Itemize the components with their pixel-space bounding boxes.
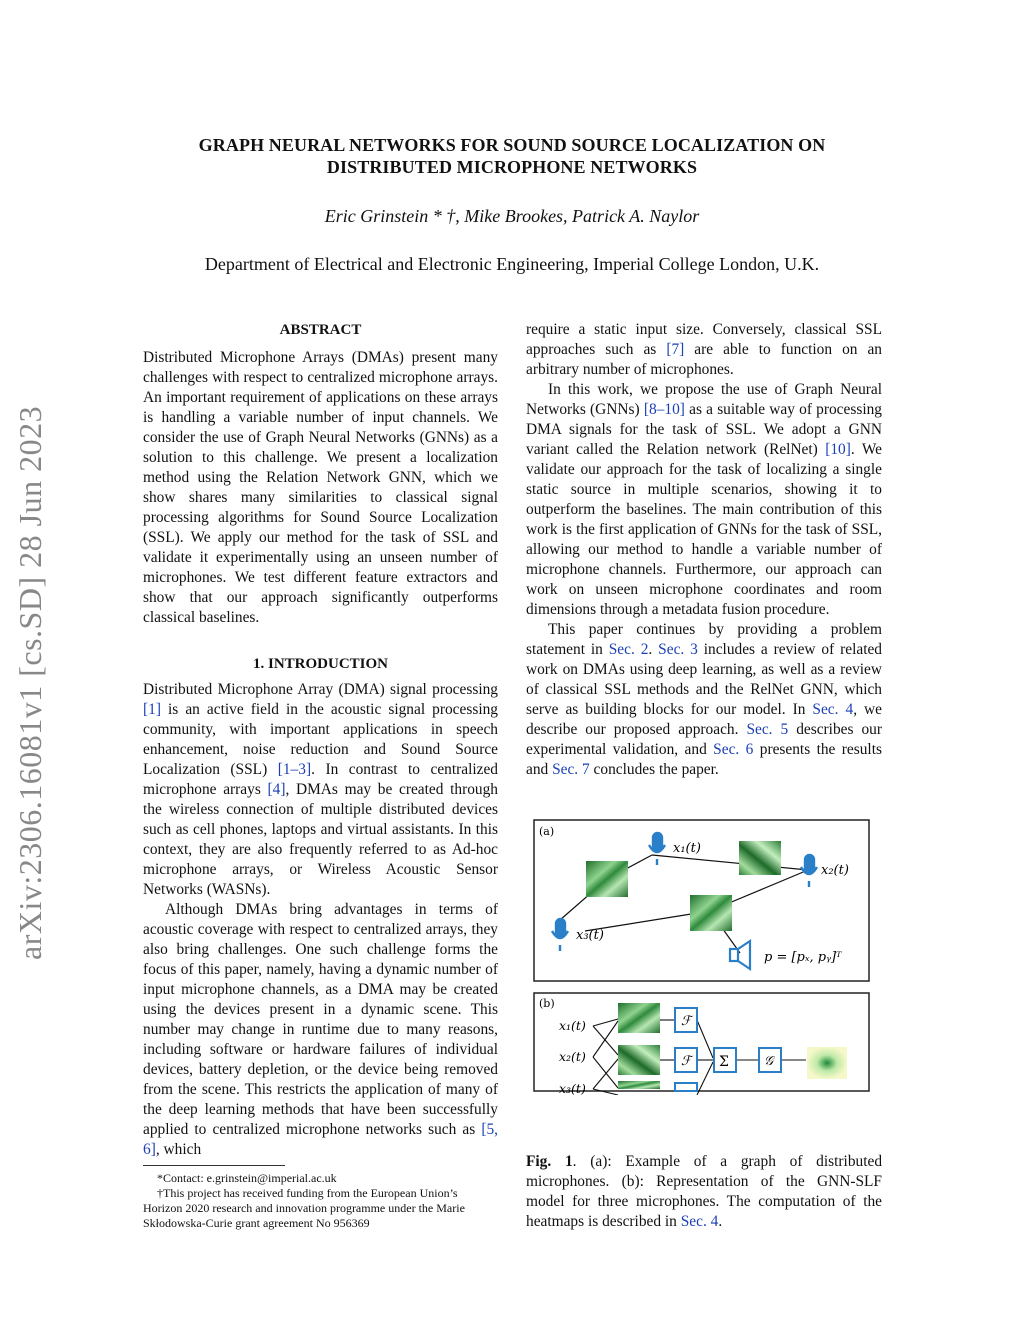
- intro-heading: 1. INTRODUCTION: [252, 656, 388, 672]
- svg-text:ℱ: ℱ: [681, 1014, 692, 1029]
- pair-heatmap: [618, 1081, 660, 1089]
- svg-text:ℱ: ℱ: [681, 1054, 692, 1069]
- left-column: [143, 320, 498, 1160]
- output-heatmap: [807, 1047, 847, 1079]
- arxiv-stamp: arXiv:2306.16081v1 [cs.SD] 28 Jun 2023: [12, 405, 48, 960]
- author-list: Eric Grinstein * †, Mike Brookes, Patrick A. Naylor: [324, 206, 700, 226]
- citation-link[interactable]: [5, 6]: [143, 1121, 498, 1158]
- paper-title: GRAPH NEURAL NETWORKS FOR SOUND SOURCE LOCALIZATION ON DISTRIBUTED MICROPHONE NETWORKS: [198, 135, 826, 177]
- citation-link[interactable]: [7]: [666, 341, 685, 358]
- footnote-funding: †This project has received funding from the European Union’s Horizon 2020 research and innovation programme under the Marie Skłodowska-Curie grant agreement No 956369: [143, 1186, 465, 1230]
- edge-heatmap: [586, 861, 628, 897]
- footnote-contact: *Contact: e.grinstein@imperial.ac.uk: [157, 1171, 337, 1185]
- svg-text:(b): (b): [539, 997, 555, 1010]
- figure-1: [530, 815, 876, 1095]
- panel-b: [534, 993, 869, 1095]
- svg-text:(a): (a): [539, 825, 555, 838]
- citation-link[interactable]: [1]: [143, 701, 161, 718]
- figure-caption: Fig. 1. (a): Example of a graph of distributed microphones. (b): Representation of the GNN-SLF model for three microphones. The computation of the heatmaps is described in Sec. 4.: [526, 1153, 883, 1230]
- section-link[interactable]: Sec. 2: [608, 641, 649, 658]
- section-link[interactable]: Sec. 4: [812, 701, 854, 718]
- svg-text:x₃(t): x₃(t): [559, 1081, 586, 1095]
- citation-link[interactable]: [8–10]: [643, 401, 685, 418]
- svg-text:x₂(t): x₂(t): [821, 863, 849, 878]
- section-link[interactable]: Sec. 7: [552, 761, 590, 778]
- pair-heatmap: [618, 1003, 660, 1033]
- svg-text:x₁(t): x₁(t): [559, 1018, 586, 1033]
- footnotes: [143, 1171, 498, 1231]
- edge-heatmap: [690, 895, 732, 931]
- svg-text:𝒢: 𝒢: [764, 1054, 774, 1069]
- affiliation: Department of Electrical and Electronic Engineering, Imperial College London, U.K.: [204, 254, 820, 274]
- right-paragraph-1: require a static input size. Conversely, classical SSL approaches such as [7] are able to function on an arbitrary number of microphones.: [526, 321, 883, 378]
- footnote-rule: [143, 1165, 285, 1166]
- panel-a: [534, 820, 869, 981]
- section-link[interactable]: Sec. 4: [680, 1213, 719, 1230]
- abstract-heading: ABSTRACT: [279, 322, 362, 338]
- svg-text:x₃(t): x₃(t): [576, 928, 604, 943]
- edge-heatmap: [739, 841, 781, 875]
- svg-text:p = [pₓ, pᵧ]ᵀ: p = [pₓ, pᵧ]ᵀ: [764, 950, 842, 965]
- citation-link[interactable]: [1–3]: [277, 761, 312, 778]
- section-link[interactable]: Sec. 6: [713, 741, 754, 758]
- right-paragraph-2: In this work, we propose the use of Graph Neural Networks (GNNs) [8–10] as a suitable way of processing DMA signals for the task of SSL. We adopt a GNN variant called the Relation network (RelNet) [10]. We validate our approach for the task of localizing a single static source in multiple scenarios, showing it to outperform the baselines. The main contribution of this work is the first application of GNNs for the task of SSL, allowing our method to handle a variable number of microphone channels. Furthermore, our approach can work on unseen microphone coordinates and room dimensions through a metadata fusion procedure.: [526, 381, 882, 618]
- right-paragraph-3: This paper continues by providing a problem statement in Sec. 2. Sec. 3 includes a review of related work on DMAs using deep learning, as well as a review of classical SSL methods and the RelNet GNN, which serve as building blocks for our model. In Sec. 4, we describe our proposed approach. Sec. 5 describes our experimental validation, and Sec. 6 presents the results and Sec. 7 concludes the paper.: [526, 621, 882, 778]
- citation-link[interactable]: [4]: [267, 781, 286, 798]
- svg-text:x₁(t): x₁(t): [673, 841, 701, 856]
- svg-text:Σ: Σ: [719, 1054, 729, 1070]
- right-column: [526, 320, 882, 780]
- citation-link[interactable]: [10]: [825, 441, 851, 458]
- intro-paragraph-1: Distributed Microphone Array (DMA) signal processing [1] is an active field in the acoustic signal processing community, with important applications in speech enhancement, noise reduction and Sound Source Localization (SSL) [1–3]. In contrast to centralized microphone arrays [4], DMAs may be created through the wireless connection of multiple distributed devices such as cell phones, laptops and virtual assistants. In this context, they are also frequently referred to as Ad-hoc microphone arrays, or Wireless Acoustic Sensor Networks (WASNs).: [143, 681, 499, 898]
- intro-paragraph-2: Although DMAs bring advantages in terms of acoustic coverage with respect to centralized arrays, they also bring challenges. One such challenge forms the focus of this paper, namely, having a dynamic number of input microphone channels, as a DMA may be created using the devices present in a dynamic scene. This number may change in runtime due to many reasons, including software or hardware failures of individual devices, battery depletion, or the device being removed from the scene. This restricts the application of many of the deep learning methods that have been successfully applied to centralized microphone networks such as [5, 6], which: [143, 901, 498, 1158]
- section-link[interactable]: Sec. 5: [746, 721, 789, 738]
- abstract-text: Distributed Microphone Arrays (DMAs) present many challenges with respect to centralized microphone arrays. An important requirement of applications on these arrays is handling a variable number of input channels. We consider the use of Graph Neural Networks (GNNs) as a solution to this challenge. We present a localization method using the Relation Network GNN, which we show shares many similarities to classical signal processing algorithms for Sound Source Localization (SSL). We apply our method for the task of SSL and validate it experimentally using an unseen number of microphones. We test different feature extractors and show that our approach significantly outperforms classical baselines.: [143, 349, 498, 626]
- pair-heatmap: [618, 1045, 660, 1075]
- svg-text:x₂(t): x₂(t): [559, 1049, 586, 1064]
- section-link[interactable]: Sec. 3: [658, 641, 698, 658]
